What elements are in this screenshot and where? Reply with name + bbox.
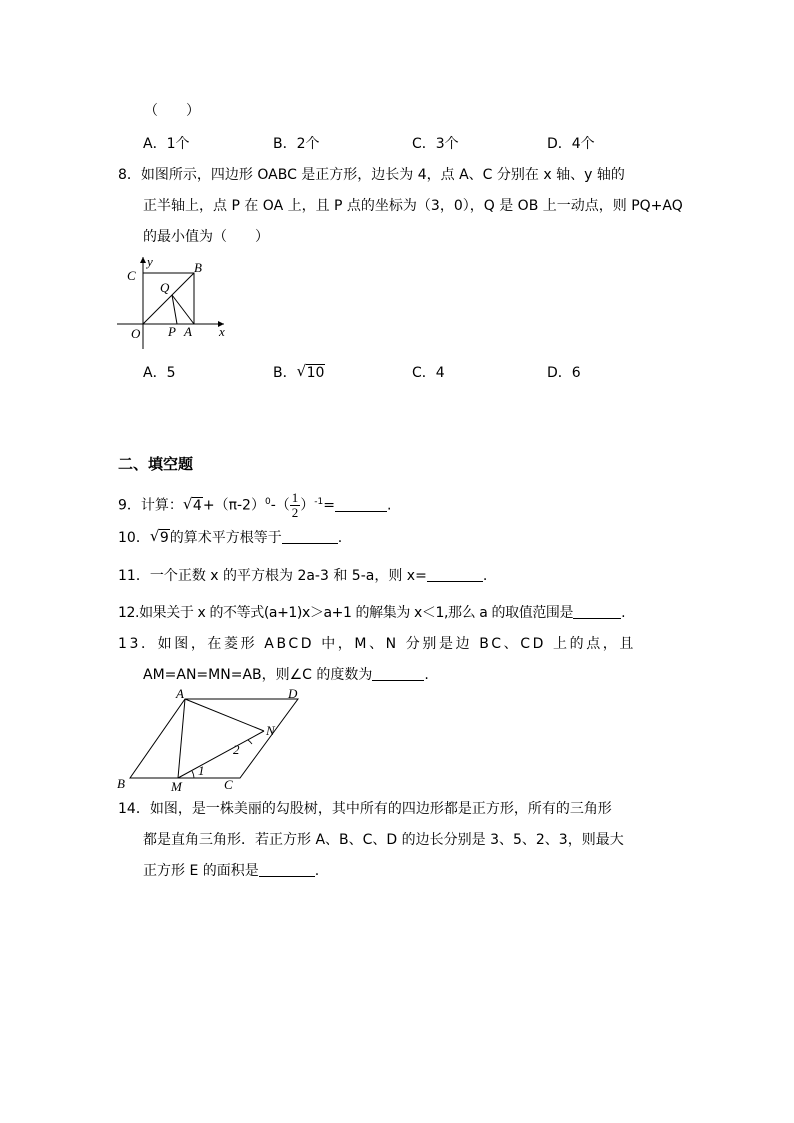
- q7-option-c: C．3个: [412, 136, 459, 152]
- q8-option-a: A．5: [143, 365, 176, 381]
- q8-square-figure: [112, 254, 242, 354]
- q8-option-b: [273, 364, 325, 382]
- q13-label-d: D: [288, 686, 298, 701]
- q10-text: 的算术平方根等于: [169, 530, 282, 546]
- q8-label-a: A: [184, 324, 192, 339]
- q11-end: .: [482, 568, 488, 584]
- q9-exponent-0: 0: [264, 497, 271, 507]
- q9-denominator: 2: [291, 505, 299, 521]
- q8-label-q: Q: [160, 280, 170, 295]
- q12-text: 12.如果关于 x 的不等式(a+1)x＞a+1 的解集为 x＜1,那么 a 的取值范围是: [118, 605, 574, 621]
- q14-line-3: [143, 862, 319, 880]
- q14-end: .: [314, 863, 320, 879]
- q13-label-a: A: [176, 686, 184, 701]
- q9-exponent-neg1: -1: [314, 497, 324, 507]
- q8-label-p: P: [168, 324, 176, 339]
- q12-line: [118, 604, 625, 622]
- q8-label-c: C: [127, 268, 136, 283]
- q12-end: .: [621, 605, 626, 621]
- q10-end: .: [337, 530, 343, 546]
- sqrt-10: √ 10: [296, 362, 325, 381]
- q13-end: .: [424, 667, 429, 683]
- q8-option-c: C．4: [412, 365, 445, 381]
- q8-label-x: x: [219, 324, 225, 339]
- q11-answer-blank[interactable]: [427, 567, 483, 582]
- q13-line-2-text: AM=AN=MN=AB，则∠C 的度数为: [143, 667, 373, 683]
- q8-label-o: O: [131, 326, 141, 341]
- q13-label-c: C: [224, 777, 233, 792]
- q8-line-3: 的最小值为（ ）: [143, 229, 269, 245]
- q13-label-m: M: [171, 779, 182, 794]
- q13-answer-blank[interactable]: [372, 666, 424, 681]
- sqrt-9: √ 9: [149, 527, 169, 546]
- q9-prefix: 9．计算：: [118, 497, 183, 514]
- q9-end: .: [386, 497, 392, 514]
- q13-line-2: [143, 666, 429, 684]
- q7-paren: （ ）: [144, 103, 200, 119]
- q8-option-b-prefix: B．: [273, 365, 297, 381]
- q10-line: [118, 529, 342, 547]
- q8-line-2: 正半轴上，点 P 在 OA 上，且 P 点的坐标为（3，0），Q 是 OB 上一动点，则 PQ+AQ: [143, 198, 683, 214]
- q14-line-1: 14．如图，是一株美丽的勾股树，其中所有的四边形都是正方形，所有的三角形: [118, 801, 612, 817]
- q7-option-b: B．2个: [273, 136, 320, 152]
- q8-option-b-radicand: 10: [306, 365, 325, 381]
- section-title: 二、填空题: [118, 455, 194, 473]
- q11-text: 11．一个正数 x 的平方根为 2a-3 和 5-a，则 x=: [118, 568, 427, 584]
- sqrt-4: √ 4: [182, 494, 202, 514]
- q10-prefix: 10．: [118, 530, 150, 546]
- q9-line: [118, 490, 391, 520]
- q7-option-d: D．4个: [547, 136, 595, 152]
- q9-minus: -（: [270, 497, 290, 514]
- q14-line-2: 都是直角三角形．若正方形 A、B、C、D 的边长分别是 3、5、2、3，则最大: [143, 832, 624, 848]
- q8-option-d: D．6: [547, 365, 581, 381]
- q8-label-y: y: [147, 254, 153, 269]
- q13-label-n: N: [266, 723, 275, 738]
- q9-eq: =: [323, 497, 335, 514]
- q10-answer-blank[interactable]: [282, 529, 338, 544]
- q9-radicand: 4: [192, 497, 202, 514]
- q10-radicand: 9: [159, 530, 169, 546]
- q9-close: ）: [300, 497, 315, 514]
- q11-line: [118, 567, 487, 585]
- q13-label-2: 2: [233, 742, 240, 757]
- q7-option-a: A．1个: [143, 136, 190, 152]
- q8-label-b: B: [194, 260, 202, 275]
- q13-rhombus-figure: [112, 684, 312, 794]
- q14-answer-blank[interactable]: [259, 862, 315, 877]
- q8-line-1: 8．如图所示，四边形 OABC 是正方形，边长为 4，点 A、C 分别在 x 轴、y 轴的: [118, 167, 625, 183]
- q9-numerator: 1: [291, 490, 299, 506]
- q13-label-b: B: [117, 776, 125, 791]
- fraction-one-half: [290, 491, 301, 520]
- q9-answer-blank[interactable]: [335, 497, 387, 512]
- q13-line-1: 13．如图，在菱形 ABCD 中，M、N 分别是边 BC、CD 上的点，且: [118, 636, 636, 652]
- q14-line-3-text: 正方形 E 的面积是: [143, 863, 259, 879]
- q13-label-1: 1: [198, 763, 205, 778]
- q12-answer-blank[interactable]: [573, 604, 621, 619]
- q9-plus: +（π-2）: [202, 497, 265, 514]
